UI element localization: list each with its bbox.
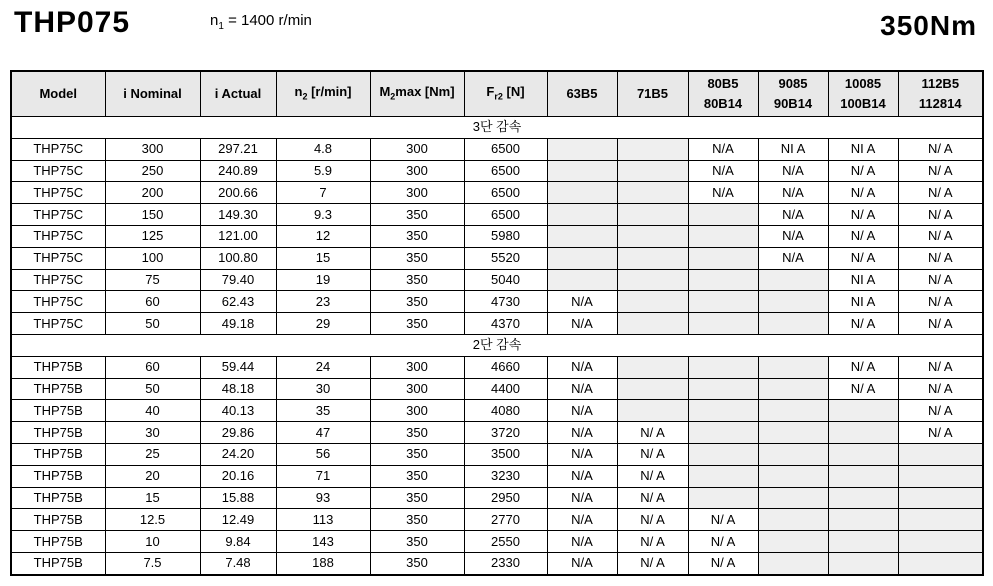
table-cell: 300 [370, 182, 464, 204]
table-cell: 5.9 [276, 160, 370, 182]
table-cell [688, 378, 758, 400]
table-cell: 350 [370, 487, 464, 509]
table-cell [547, 160, 617, 182]
table-cell [828, 422, 898, 444]
table-cell [617, 291, 688, 313]
table-cell: THP75C [11, 160, 105, 182]
table-cell [617, 182, 688, 204]
table-cell [758, 356, 828, 378]
table-cell: N/A [758, 204, 828, 226]
table-cell: N/ A [898, 378, 983, 400]
table-cell [617, 269, 688, 291]
table-row [11, 443, 983, 465]
table-cell [898, 487, 983, 509]
table-row [11, 291, 983, 313]
table-row [11, 552, 983, 574]
table-cell: 15 [105, 487, 200, 509]
table-cell: 100.80 [200, 247, 276, 269]
table-cell: 50 [105, 378, 200, 400]
table-cell [547, 247, 617, 269]
table-cell: 4080 [464, 400, 547, 422]
table-cell: NI A [828, 138, 898, 160]
table-cell: 35 [276, 400, 370, 422]
table-cell: 20 [105, 465, 200, 487]
table-cell: 2770 [464, 509, 547, 531]
table-cell: 12.5 [105, 509, 200, 531]
table-cell: 125 [105, 225, 200, 247]
table-cell [617, 138, 688, 160]
table-cell: N/ A [898, 138, 983, 160]
table-cell: 350 [370, 225, 464, 247]
table-cell: 6500 [464, 160, 547, 182]
table-cell: N/ A [617, 422, 688, 444]
table-cell: 5040 [464, 269, 547, 291]
table-cell: 30 [105, 422, 200, 444]
table-cell: THP75C [11, 225, 105, 247]
table-cell: N/ A [828, 378, 898, 400]
table-cell [617, 204, 688, 226]
table-cell: N/ A [898, 182, 983, 204]
table-cell: THP75C [11, 138, 105, 160]
table-row [11, 400, 983, 422]
table-cell: N/A [547, 509, 617, 531]
table-cell: 5980 [464, 225, 547, 247]
table-cell: 47 [276, 422, 370, 444]
table-cell: THP75C [11, 291, 105, 313]
table-cell: THP75B [11, 378, 105, 400]
table-cell: 250 [105, 160, 200, 182]
table-row [11, 160, 983, 182]
table-cell: 20.16 [200, 465, 276, 487]
table-cell [688, 225, 758, 247]
table-row [11, 465, 983, 487]
table-row [11, 269, 983, 291]
table-cell: 350 [370, 509, 464, 531]
table-cell [688, 356, 758, 378]
table-cell [617, 313, 688, 335]
column-header: i Nominal [105, 71, 200, 117]
table-cell [898, 443, 983, 465]
table-cell: 50 [105, 313, 200, 335]
table-cell: 4370 [464, 313, 547, 335]
table-cell [758, 400, 828, 422]
column-header: $n_2$ [r/min] [276, 71, 370, 117]
table-cell: 350 [370, 313, 464, 335]
table-cell: 300 [370, 160, 464, 182]
table-cell: 7.48 [200, 552, 276, 574]
table-cell: N/ A [898, 356, 983, 378]
column-header: $M_2\max$ [Nm] [370, 71, 464, 117]
table-cell: THP75B [11, 487, 105, 509]
table-cell [617, 400, 688, 422]
table-cell: 300 [370, 138, 464, 160]
spec-table [10, 70, 984, 576]
table-cell: N/ A [617, 487, 688, 509]
table-cell: N/ A [617, 465, 688, 487]
column-header: 112B5 112814 [898, 71, 983, 117]
table-body [11, 117, 983, 575]
table-cell: N/ A [688, 552, 758, 574]
table-cell [828, 487, 898, 509]
table-cell [688, 487, 758, 509]
table-cell: THP75B [11, 531, 105, 553]
table-cell: N/ A [828, 313, 898, 335]
table-cell: N/ A [898, 313, 983, 335]
table-cell [758, 291, 828, 313]
table-cell: N/A [547, 356, 617, 378]
table-cell: 49.18 [200, 313, 276, 335]
table-cell: 4730 [464, 291, 547, 313]
table-cell [898, 552, 983, 574]
table-cell: N/ A [898, 422, 983, 444]
table-cell: NI A [758, 138, 828, 160]
table-cell: 12 [276, 225, 370, 247]
table-cell [828, 531, 898, 553]
table-cell: 15.88 [200, 487, 276, 509]
table-cell: N/ A [688, 531, 758, 553]
table-cell [547, 138, 617, 160]
table-cell: 79.40 [200, 269, 276, 291]
table-cell: THP75B [11, 509, 105, 531]
table-row [11, 138, 983, 160]
table-cell: 350 [370, 247, 464, 269]
table-cell: N/A [758, 225, 828, 247]
table-cell [758, 313, 828, 335]
table-row [11, 182, 983, 204]
table-cell: 188 [276, 552, 370, 574]
table-cell: 240.89 [200, 160, 276, 182]
table-cell: 6500 [464, 138, 547, 160]
table-cell: 24.20 [200, 443, 276, 465]
table-cell: THP75C [11, 247, 105, 269]
table-cell [688, 465, 758, 487]
table-cell: N/ A [828, 160, 898, 182]
table-cell: 7.5 [105, 552, 200, 574]
table-row [11, 313, 983, 335]
column-header: 9085 90B14 [758, 71, 828, 117]
table-cell: THP75C [11, 269, 105, 291]
table-cell: 9.84 [200, 531, 276, 553]
table-cell: 60 [105, 356, 200, 378]
table-cell: 75 [105, 269, 200, 291]
table-cell: N/A [547, 531, 617, 553]
table-cell: THP75B [11, 356, 105, 378]
table-cell [828, 443, 898, 465]
column-header: $F_{r2}$ [N] [464, 71, 547, 117]
table-cell: 7 [276, 182, 370, 204]
section-title: 2단 감속 [11, 334, 983, 356]
table-cell: 200 [105, 182, 200, 204]
table-cell: 3230 [464, 465, 547, 487]
table-cell: THP75C [11, 182, 105, 204]
table-cell: 6500 [464, 182, 547, 204]
table-cell: N/A [758, 247, 828, 269]
table-cell: 350 [370, 269, 464, 291]
table-cell [758, 552, 828, 574]
table-cell: 143 [276, 531, 370, 553]
section-row [11, 117, 983, 139]
table-cell: N/A [547, 422, 617, 444]
table-cell: 25 [105, 443, 200, 465]
table-cell: N/ A [828, 182, 898, 204]
table-cell: NI A [828, 269, 898, 291]
table-cell: N/A [758, 160, 828, 182]
table-cell [688, 291, 758, 313]
table-row [11, 509, 983, 531]
table-cell [758, 269, 828, 291]
table-cell: N/ A [617, 443, 688, 465]
table-cell [617, 378, 688, 400]
table-cell: N/ A [898, 247, 983, 269]
table-cell: 100 [105, 247, 200, 269]
table-cell: 350 [370, 465, 464, 487]
table-cell: 71 [276, 465, 370, 487]
table-cell: 9.3 [276, 204, 370, 226]
column-header: 80B5 80B14 [688, 71, 758, 117]
section-title: 3단 감속 [11, 117, 983, 139]
table-cell: N/A [547, 291, 617, 313]
table-cell [898, 531, 983, 553]
table-cell: N/ A [898, 204, 983, 226]
table-cell: THP75C [11, 204, 105, 226]
torque-rating: 350Nm [880, 10, 977, 41]
table-cell: N/ A [617, 509, 688, 531]
table-cell: 12.49 [200, 509, 276, 531]
table-cell: 300 [105, 138, 200, 160]
table-cell [688, 400, 758, 422]
table-cell: N/A [688, 138, 758, 160]
table-cell: 60 [105, 291, 200, 313]
table-cell [758, 378, 828, 400]
table-cell: 29 [276, 313, 370, 335]
table-cell [547, 225, 617, 247]
table-cell: 149.30 [200, 204, 276, 226]
table-cell: N/ A [617, 531, 688, 553]
table-cell: N/ A [828, 225, 898, 247]
table-cell: N/A [547, 400, 617, 422]
table-cell: 40 [105, 400, 200, 422]
table-cell: 350 [370, 552, 464, 574]
table-cell: 200.66 [200, 182, 276, 204]
table-cell: 2550 [464, 531, 547, 553]
table-cell: 40.13 [200, 400, 276, 422]
table-cell [688, 422, 758, 444]
table-cell: 10 [105, 531, 200, 553]
table-cell: 93 [276, 487, 370, 509]
table-cell: THP75B [11, 552, 105, 574]
input-speed-note: $n_1 = 1400$ r/min [210, 12, 312, 32]
table-cell: N/A [547, 313, 617, 335]
table-cell [758, 509, 828, 531]
table-cell [898, 465, 983, 487]
table-cell: 29.86 [200, 422, 276, 444]
table-cell [828, 465, 898, 487]
table-row [11, 422, 983, 444]
table-cell: THP75B [11, 443, 105, 465]
table-cell: 350 [370, 204, 464, 226]
table-cell: 59.44 [200, 356, 276, 378]
table-cell: N/ A [617, 552, 688, 574]
table-cell: THP75B [11, 400, 105, 422]
section-row [11, 334, 983, 356]
table-cell: 300 [370, 378, 464, 400]
table-row [11, 247, 983, 269]
column-header: 10085 100B14 [828, 71, 898, 117]
table-cell: N/ A [898, 400, 983, 422]
table-cell: 350 [370, 422, 464, 444]
table-cell: 5520 [464, 247, 547, 269]
table-cell: 4400 [464, 378, 547, 400]
table-cell [898, 509, 983, 531]
table-cell: 121.00 [200, 225, 276, 247]
table-row [11, 531, 983, 553]
table-cell: 23 [276, 291, 370, 313]
table-cell: 297.21 [200, 138, 276, 160]
table-cell: THP75B [11, 422, 105, 444]
table-cell: N/A [547, 487, 617, 509]
table-cell: 19 [276, 269, 370, 291]
table-cell [547, 269, 617, 291]
table-cell: N/A [547, 465, 617, 487]
table-cell: 350 [370, 291, 464, 313]
table-cell: 2330 [464, 552, 547, 574]
table-cell: N/A [547, 443, 617, 465]
table-cell: N/ A [898, 225, 983, 247]
table-cell [617, 225, 688, 247]
table-cell: N/A [758, 182, 828, 204]
table-row [11, 225, 983, 247]
table-cell: THP75C [11, 313, 105, 335]
table-cell [688, 204, 758, 226]
table-cell: N/ A [898, 160, 983, 182]
table-cell [617, 160, 688, 182]
table-cell: N/ A [828, 356, 898, 378]
table-cell: 62.43 [200, 291, 276, 313]
table-row [11, 204, 983, 226]
table-cell: 300 [370, 356, 464, 378]
table-cell [758, 465, 828, 487]
table-cell [758, 443, 828, 465]
table-cell: 24 [276, 356, 370, 378]
table-cell: 4660 [464, 356, 547, 378]
column-header: 71B5 [617, 71, 688, 117]
table-cell [758, 487, 828, 509]
table-cell: 300 [370, 400, 464, 422]
table-cell: N/A [688, 182, 758, 204]
column-header: 63B5 [547, 71, 617, 117]
table-cell: N/ A [688, 509, 758, 531]
column-header: Model [11, 71, 105, 117]
table-cell: 48.18 [200, 378, 276, 400]
model-title: THP075 [14, 6, 131, 39]
table-cell: 4.8 [276, 138, 370, 160]
table-cell: 3720 [464, 422, 547, 444]
table-cell [828, 509, 898, 531]
table-cell: 2950 [464, 487, 547, 509]
table-cell: 3500 [464, 443, 547, 465]
table-cell: N/A [547, 378, 617, 400]
table-cell [688, 443, 758, 465]
table-cell [547, 204, 617, 226]
table-cell [547, 182, 617, 204]
table-cell: 15 [276, 247, 370, 269]
table-cell [758, 422, 828, 444]
table-cell: 150 [105, 204, 200, 226]
table-cell: N/ A [828, 204, 898, 226]
table-cell: 56 [276, 443, 370, 465]
table-cell: N/A [547, 552, 617, 574]
table-cell: N/ A [898, 269, 983, 291]
table-cell: 6500 [464, 204, 547, 226]
table-row [11, 356, 983, 378]
table-row [11, 378, 983, 400]
table-row [11, 487, 983, 509]
table-cell [688, 247, 758, 269]
table-cell [688, 313, 758, 335]
table-cell: THP75B [11, 465, 105, 487]
table-cell [617, 356, 688, 378]
column-header: i Actual [200, 71, 276, 117]
table-cell: N/ A [898, 291, 983, 313]
table-cell: 350 [370, 531, 464, 553]
table-cell: 30 [276, 378, 370, 400]
table-cell [688, 269, 758, 291]
table-cell: N/A [688, 160, 758, 182]
table-cell [758, 531, 828, 553]
table-cell [828, 400, 898, 422]
table-cell [617, 247, 688, 269]
table-cell: 350 [370, 443, 464, 465]
table-cell: NI A [828, 291, 898, 313]
table-cell: N/ A [828, 247, 898, 269]
table-cell: 113 [276, 509, 370, 531]
table-cell [828, 552, 898, 574]
header-row [11, 71, 983, 117]
